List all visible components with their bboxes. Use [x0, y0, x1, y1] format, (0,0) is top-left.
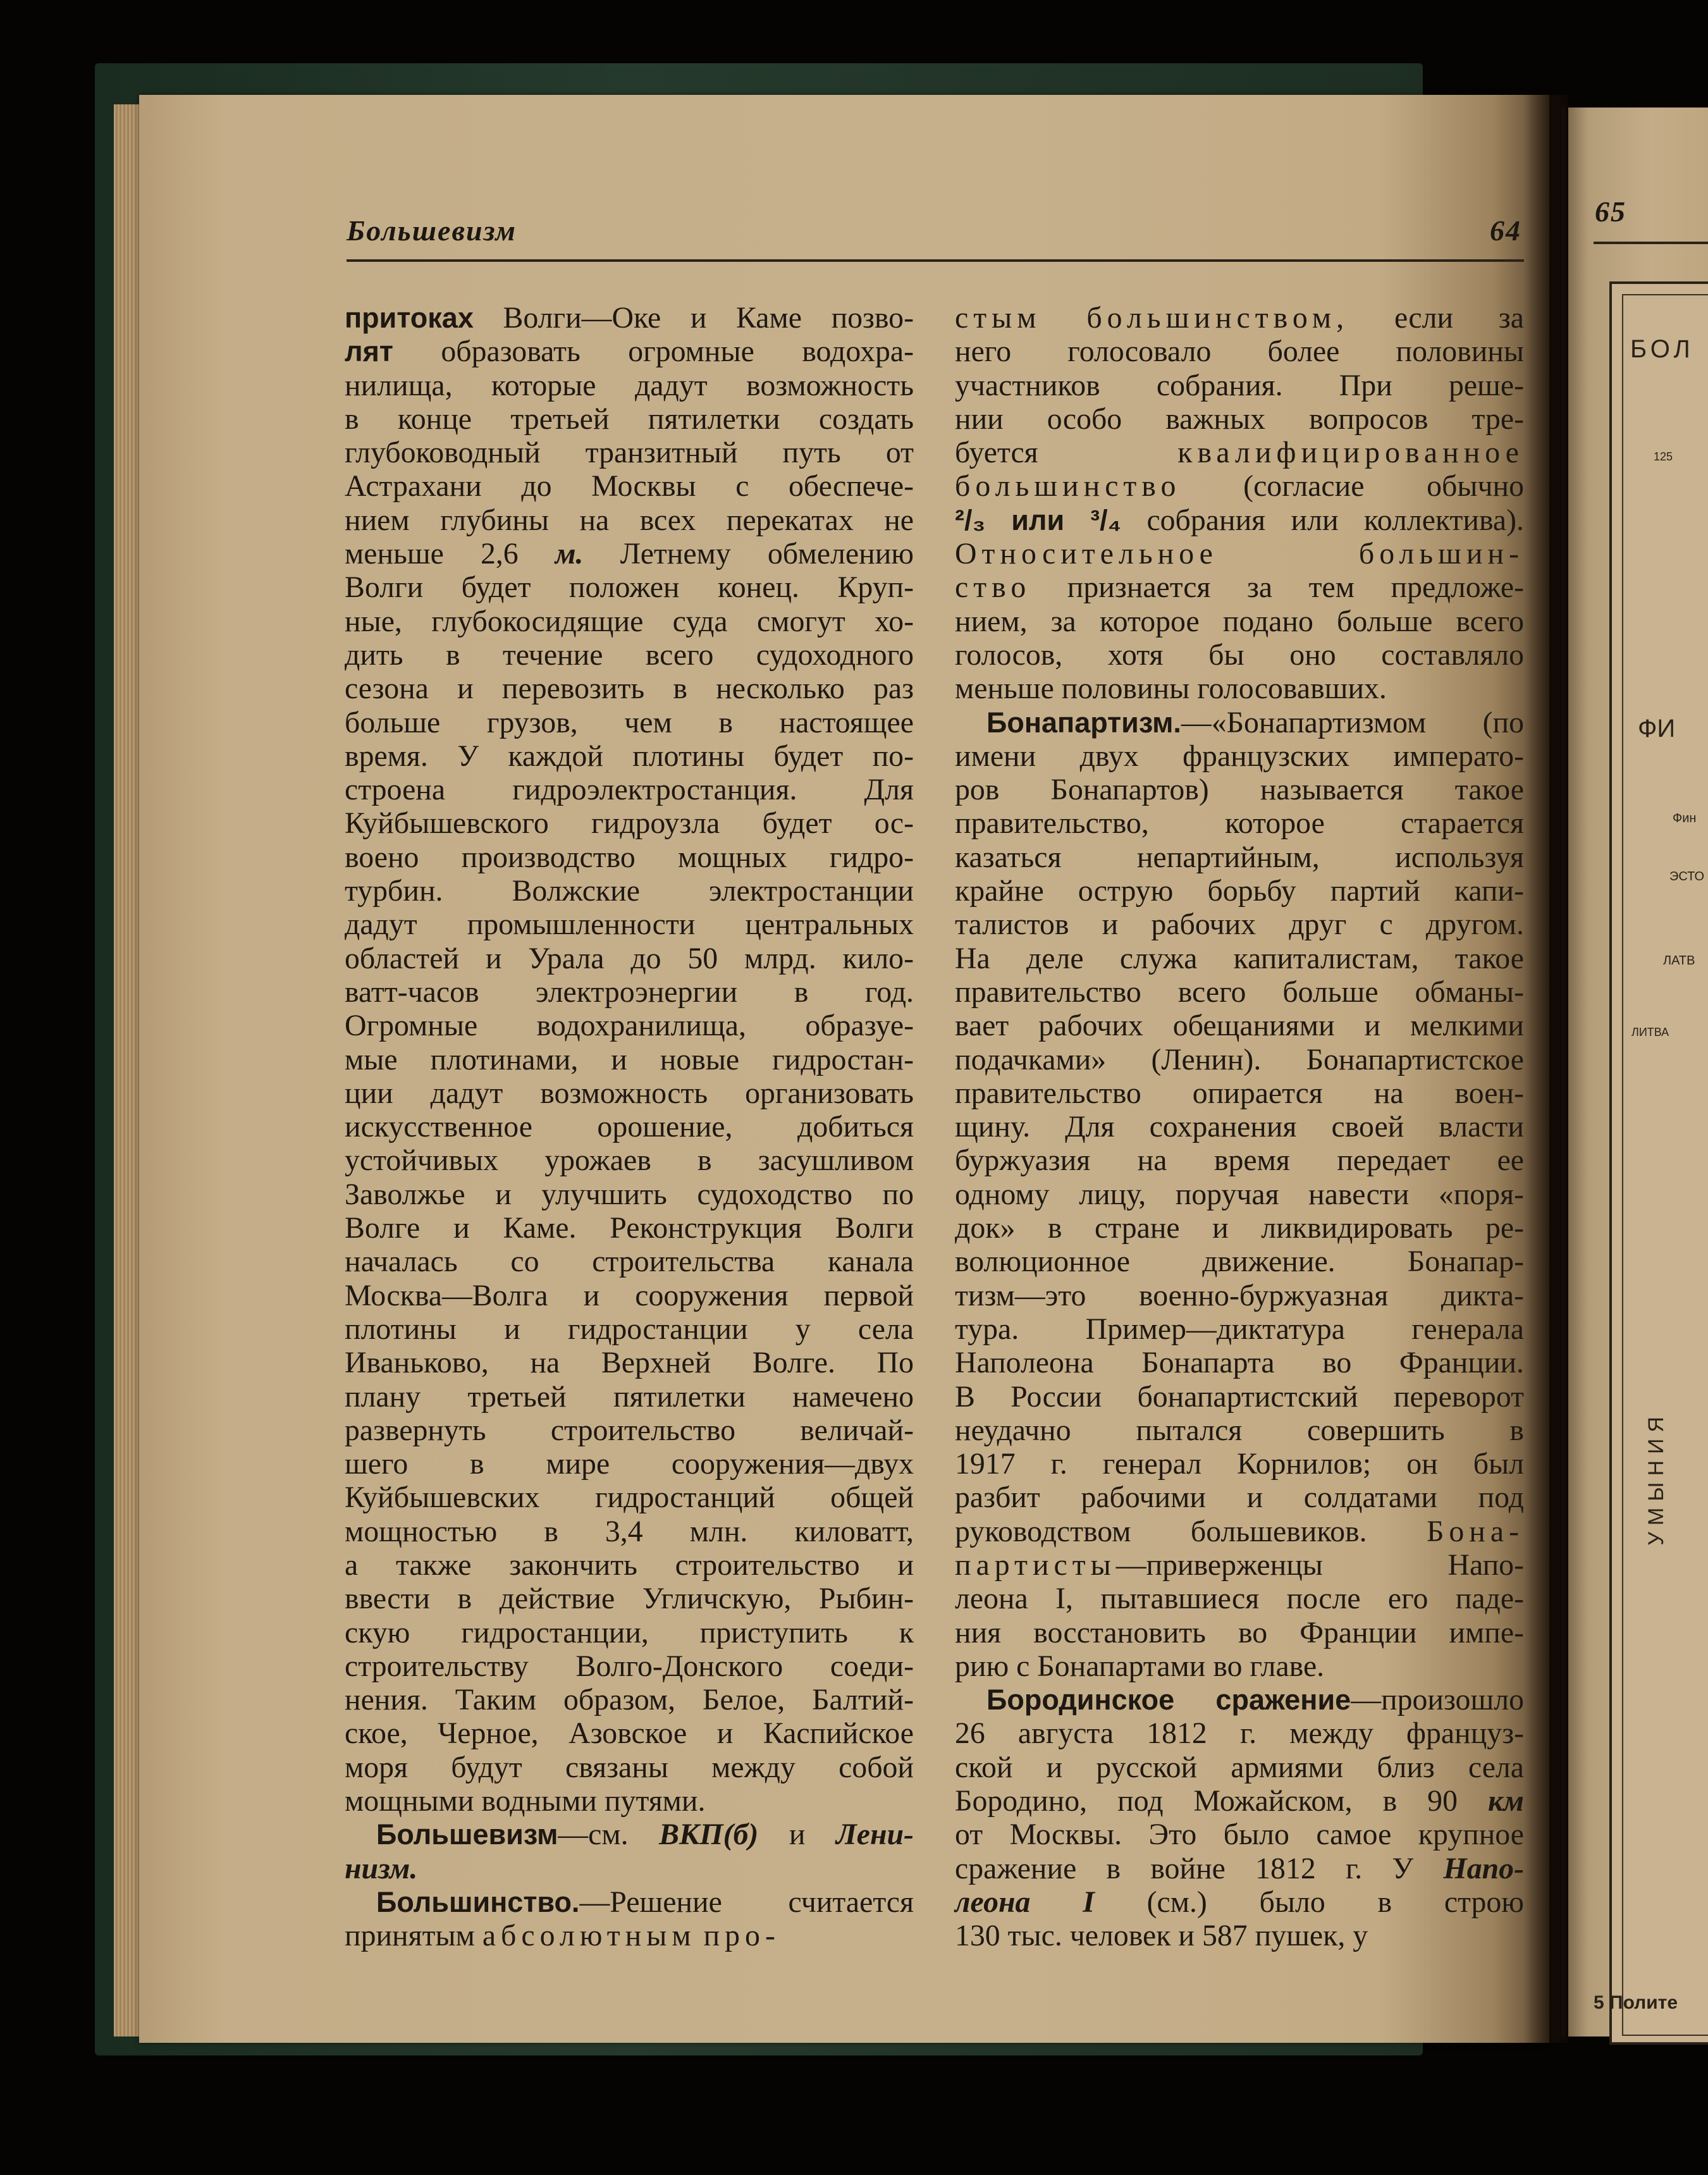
text-line: неудачно пытался совершить в [955, 1413, 1524, 1447]
text-line: Заволжье и улучшить судоходство по [345, 1177, 914, 1211]
text-line: развернуть строительство величай- [345, 1413, 914, 1447]
text-line: в конце третьей пятилетки создать [345, 402, 914, 436]
text-line: подачками» (Ленин). Бонапартистское [955, 1042, 1524, 1076]
text-line: ватт-часов электроэнергии в год. [345, 975, 914, 1009]
map-label: ЛАТВ [1663, 954, 1695, 968]
text-line: леона I (см.) было в строю [955, 1885, 1525, 1919]
text-line: плотины и гидростанции у села [345, 1312, 914, 1346]
text-line: Бонапартизм.—«Бонапартизмом (по [986, 705, 1524, 739]
text-line: областей и Урала до 50 млрд. кило- [345, 941, 914, 975]
map-inner-border [1622, 294, 1708, 2036]
text-line: больше грузов, чем в настоящее [345, 705, 914, 739]
map-label: УМЫНИЯ [1644, 1410, 1668, 1546]
text-line: талистов и рабочих друг с другом. [955, 908, 1524, 942]
text-line: Огромные водохранилища, образуе- [345, 1009, 914, 1043]
text-line: вает рабочих обещаниями и мелкими [955, 1009, 1524, 1043]
text-line: строена гидроэлектростанция. Для [345, 773, 914, 807]
text-line: ²/₃ или ³/₄ собрания или коллектива). [955, 503, 1524, 537]
text-line: Волги будет положен конец. Круп- [345, 570, 914, 605]
text-line: Большинство.—Решение считается [376, 1885, 914, 1919]
gutter-shadow [1524, 95, 1568, 2043]
text-line: Москва—Волга и сооружения первой [345, 1278, 914, 1312]
text-line: нием глубины на всех перекатах не [345, 503, 914, 537]
text-line: 1917 г. генерал Корнилов; он был [955, 1447, 1524, 1481]
text-line: сражение в войне 1812 г. У Напо- [955, 1851, 1524, 1885]
text-line: ции дадут возможность организовать [345, 1076, 914, 1110]
text-line: ные, глубокосидящие суда смогут хо- [345, 604, 914, 638]
text-line: партисты—приверженцы Напо- [955, 1548, 1524, 1582]
text-line: принятым абсолютным про- [345, 1919, 780, 1953]
text-line: большинство (согласие обычно [955, 469, 1524, 503]
text-line: глубоководный транзитный путь от [345, 436, 914, 470]
text-line: буржуазия на время передает ее [955, 1143, 1524, 1178]
text-column-right [955, 301, 1524, 1953]
text-line: меньше 2,6 м. Летнему обмелению [345, 537, 914, 571]
text-line: стым большинством, если за [955, 301, 1525, 335]
text-line: меньше половины голосовавших. [955, 672, 1387, 706]
text-line: нилища, которые дадут возможность [345, 368, 914, 402]
text-line: началась со строительства канала [345, 1245, 914, 1279]
text-line: одному лицу, поручая навести «поря- [955, 1177, 1524, 1211]
text-line: щину. Для сохранения своей власти [955, 1110, 1524, 1144]
text-line: от Москвы. Это было самое крупное [955, 1818, 1524, 1852]
map-label: Фин [1673, 811, 1697, 825]
text-line: ввести в действие Угличскую, Рыбин- [345, 1582, 914, 1616]
text-line: 130 тыс. человек и 587 пушек, у [955, 1919, 1368, 1953]
text-line: руководством большевиков. Бона- [955, 1514, 1524, 1548]
text-line: притоках Волги—Оке и Каме позво- [345, 301, 914, 335]
text-line: крайне острую борьбу партий капи- [955, 874, 1524, 908]
text-line: Куйбышевского гидроузла будет ос- [345, 806, 914, 841]
text-line: дить в течение всего судоходного [345, 638, 914, 672]
text-line: 26 августа 1812 г. между француз- [955, 1716, 1524, 1751]
text-line: время. У каждой плотины будет по- [345, 739, 914, 773]
text-line: Куйбышевских гидростанций общей [345, 1481, 914, 1515]
page-number-left: 64 [1490, 214, 1521, 247]
text-line: док» в стране и ликвидировать ре- [955, 1211, 1524, 1245]
text-line: буется квалифицированное [955, 436, 1524, 470]
text-line: ской и русской армиями близ села [955, 1750, 1524, 1784]
text-line: скую гидростанции, приступить к [345, 1615, 914, 1649]
text-line: Волге и Каме. Реконструкция Волги [345, 1211, 914, 1245]
text-line: мощными водными путями. [345, 1784, 706, 1818]
text-line: Бородинское сражение—произошло [986, 1683, 1524, 1717]
text-line: казаться непартийным, используя [955, 840, 1524, 874]
text-line: турбин. Волжские электростанции [345, 874, 914, 908]
header-rule [347, 259, 1524, 262]
text-line: низм. [345, 1851, 418, 1885]
text-line: ров Бонапартов) называется такое [955, 773, 1524, 807]
text-line: Наполеона Бонапарта во Франции. [955, 1346, 1524, 1380]
map-label: ЭСТО [1669, 870, 1705, 884]
text-line: На деле служа капиталистам, такое [955, 941, 1524, 975]
text-line: правительство опирается на воен- [955, 1076, 1524, 1110]
text-line: мощностью в 3,4 млн. киловатт, [345, 1514, 914, 1548]
text-line: Относительное большин- [955, 537, 1524, 571]
text-line: сезона и перевозить в несколько раз [345, 672, 914, 706]
text-line: Астрахани до Москвы с обеспече- [345, 469, 914, 503]
text-line: имени двух французских императо- [955, 739, 1524, 773]
text-line: леона I, пытавшиеся после его паде- [955, 1582, 1524, 1616]
text-line: ния восстановить во Франции импе- [955, 1615, 1524, 1649]
text-line: нием, за которое подано больше всего [955, 604, 1524, 638]
text-line: дадут промышленности центральных [345, 908, 914, 942]
text-line: воено производство мощных гидро- [345, 840, 914, 874]
text-line: В России бонапартистский переворот [955, 1379, 1524, 1414]
map-label: ФИ [1638, 715, 1676, 742]
text-line: правительство всего больше обманы- [955, 975, 1524, 1009]
text-line: голосов, хотя бы оно составляло [955, 638, 1524, 672]
map-footer: 5 Полите [1594, 1992, 1678, 2013]
text-line: плану третьей пятилетки намечено [345, 1379, 914, 1414]
text-line: него голосовало более половины [955, 335, 1524, 369]
map-label: БОЛ [1630, 335, 1694, 363]
text-line: тура. Пример—диктатура генерала [955, 1312, 1524, 1346]
text-line: Бородино, под Можайском, в 90 км [955, 1784, 1524, 1818]
text-line: Большевизм—см. ВКП(б) и Лени- [376, 1818, 914, 1852]
text-line: строительству Волго-Донского соеди- [345, 1649, 914, 1683]
text-line: правительство, которое старается [955, 806, 1524, 841]
text-line: волюционное движение. Бонапар- [955, 1245, 1524, 1279]
text-line: устойчивых урожаев в засушливом [345, 1143, 914, 1178]
text-line: ское, Черное, Азовское и Каспийское [345, 1716, 914, 1751]
text-column-left [345, 301, 914, 1953]
text-line: шего в мире сооружения—двух [345, 1447, 914, 1481]
running-head: Большевизм [347, 214, 517, 247]
text-line: тизм—это военно-буржуазная дикта- [955, 1278, 1524, 1312]
map-label: 125 [1654, 450, 1673, 463]
text-line: моря будут связаны между собой [345, 1750, 914, 1784]
page-number-right: 65 [1595, 195, 1626, 228]
text-line: искусственное орошение, добиться [345, 1110, 914, 1144]
text-line: лят образовать огромные водохра- [345, 335, 914, 369]
text-line: а также закончить строительство и [345, 1548, 914, 1582]
text-line: разбит рабочими и солдатами под [955, 1481, 1524, 1515]
text-line: участников собрания. При реше- [955, 368, 1524, 402]
map-label: ЛИТВА [1631, 1026, 1669, 1038]
text-line: мые плотинами, и новые гидростан- [345, 1042, 914, 1076]
text-line: Иваньково, на Верхней Волге. По [345, 1346, 914, 1380]
text-line: нения. Таким образом, Белое, Балтий- [345, 1683, 914, 1717]
right-header-rule [1594, 242, 1708, 244]
text-line: рию с Бонапартами во главе. [955, 1649, 1325, 1683]
text-line: нии особо важных вопросов тре- [955, 402, 1524, 436]
text-line: ство признается за тем предложе- [955, 570, 1524, 605]
